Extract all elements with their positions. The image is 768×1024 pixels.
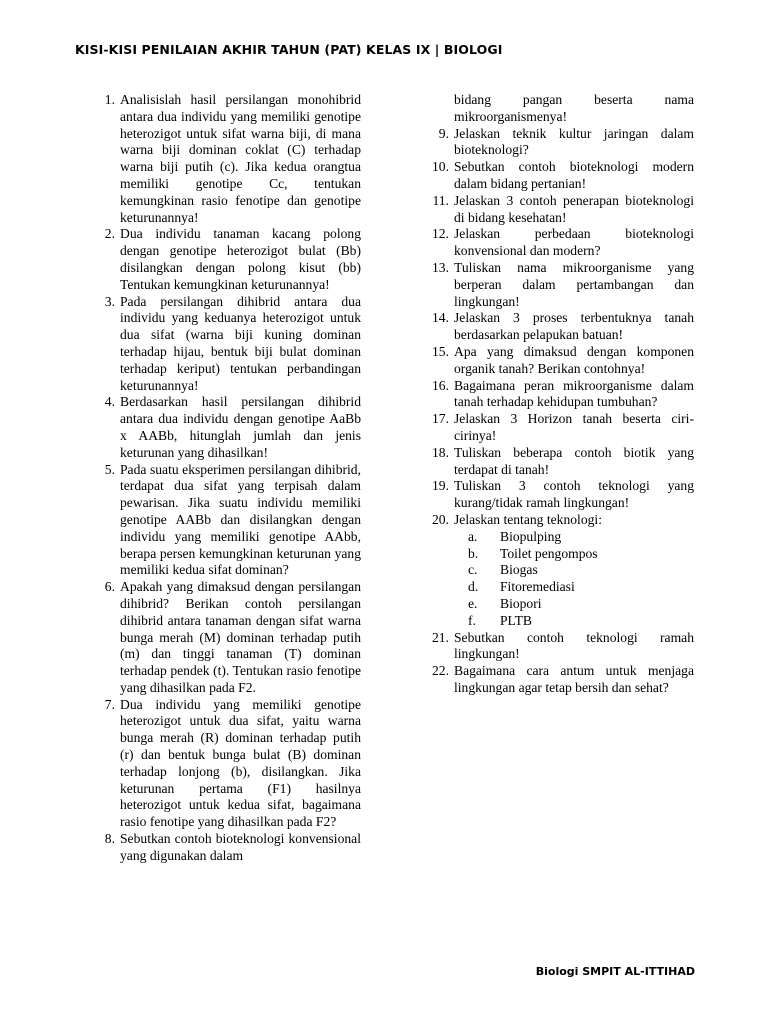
left-column [88, 92, 361, 865]
question-number: 11. [432, 192, 449, 208]
question-list-right [422, 126, 694, 529]
sub-item-letter: f. [468, 612, 476, 628]
question-text: Dua individu tanaman kacang polong dengan genotipe heterozigot bulat (Bb) disilangkan dengan polong kisut (bb) Tentukan kemungkinan keturunannya! [120, 226, 361, 292]
question-number: 13. [432, 259, 449, 275]
question-item [422, 260, 694, 310]
question-list-right-end [422, 630, 694, 697]
question-number: 2. [104, 226, 115, 242]
sub-item [422, 529, 694, 546]
question-number: 21. [432, 629, 449, 645]
right-column [422, 92, 694, 697]
question-item [88, 579, 361, 697]
question-text: Apa yang dimaksud dengan komponen organik tanah? Berikan contohnya! [454, 343, 694, 376]
question-item [88, 831, 361, 865]
sub-item-text: Biopulping [500, 528, 562, 544]
question-text: Tuliskan beberapa contoh biotik yang terdapat di tanah! [454, 444, 694, 477]
question-text: Jelaskan perbedaan bioteknologi konvensional dan modern? [454, 226, 694, 259]
page-title: KISI-KISI PENILAIAN AKHIR TAHUN (PAT) KELAS IX | BIOLOGI [75, 42, 503, 57]
question-number: 1. [104, 92, 115, 107]
question-number: 14. [432, 310, 449, 326]
question-number: 19. [432, 478, 449, 494]
question-item [422, 445, 694, 479]
question-text: Bagaimana peran mikroorganisme dalam tanah terhadap kehidupan tumbuhan? [454, 377, 694, 410]
sub-item-letter: c. [468, 562, 478, 578]
question-item [88, 394, 361, 461]
question-text: Sebutkan contoh bioteknologi modern dalam bidang pertanian! [454, 159, 694, 191]
question-text: Sebutkan contoh teknologi ramah lingkungan! [454, 629, 694, 662]
question-number: 17. [432, 411, 449, 427]
sub-item-text: Biogas [500, 562, 538, 578]
question-item [422, 478, 694, 512]
question-text: Dua individu yang memiliki genotipe heterozigot untuk dua sifat, yaitu warna bunga merah (R) dominan terhadap putih (r) dan bentuk bunga bulat (B) dominan terhadap lonjong (b), disilangkan. Jika keturunan pertama (F1) hasilnya heterozigot untuk kedua sifat, bagaimana rasio fenotipe yang dihasilkan pada F2? [120, 696, 361, 830]
question-text: Jelaskan tentang teknologi: [454, 511, 602, 527]
sub-item-text: Fitoremediasi [500, 579, 575, 595]
question-number: 7. [104, 696, 115, 712]
question-item [88, 697, 361, 831]
sub-item-text: PLTB [500, 612, 532, 628]
question-number: 12. [432, 226, 449, 242]
sub-item-text: Toilet pengompos [500, 545, 598, 561]
question-text: Pada suatu eksperimen persilangan dihibrid, terdapat dua sifat yang terpisah dalam pewarisan. Jika suatu individu memiliki genotipe AABb dan disilangkan dengan individu yang memiliki genotipe AAbb, berapa persen kemungkinan keturunan yang memiliki kedua sifat dominan? [120, 461, 361, 578]
sub-item-text: Biopori [500, 595, 542, 611]
question-text: Tuliskan 3 contoh teknologi yang kurang/tidak ramah lingkungan! [454, 478, 694, 511]
question-number: 10. [432, 159, 449, 175]
question-text: Berdasarkan hasil persilangan dihibrid antara dua individu dengan genotipe AaBb x AABb, hitunglah jumlah dan jenis keturunan yang dihasilkan! [120, 394, 361, 460]
question-item [422, 512, 694, 529]
question-continuation: bidang pangan beserta nama mikroorganismenya! [454, 92, 694, 124]
question-text: Jelaskan teknik kultur jaringan dalam bioteknologi? [454, 125, 694, 158]
question-text: Bagaimana cara antum untuk menjaga lingkungan agar tetap bersih dan sehat? [454, 663, 694, 695]
sub-item-letter: a. [468, 528, 478, 544]
question-number: 8. [104, 831, 115, 847]
question-number: 20. [432, 511, 449, 527]
question-number: 15. [432, 343, 449, 359]
question-item [88, 294, 361, 395]
question-text: Analisislah hasil persilangan monohibrid antara dua individu yang memiliki genotipe heterozigot untuk sifat warna biji, di mana warna biji dominan coklat (C) terhadap warna biji putih (c). Jika kedua orangtua memiliki genotipe Cc, tentukan kemungkinan rasio fenotipe dan genotipe keturunannya! [120, 92, 361, 225]
question-text: Jelaskan 3 Horizon tanah beserta ciri-cirinya! [454, 411, 694, 443]
question-text: Jelaskan 3 contoh penerapan bioteknologi di bidang kesehatan! [454, 192, 694, 225]
question-item [88, 462, 361, 580]
question-text: Tuliskan nama mikroorganisme yang berperan dalam pertambangan dan lingkungan! [454, 259, 694, 309]
question-text: Apakah yang dimaksud dengan persilangan dihibrid? Berikan contoh persilangan dihibrid antara tanaman dengan sifat warna bunga merah (M) dominan terhadap putih (m) dan tinggi tanaman (T) dominan terhadap pendek (t). Tentukan rasio fenotipe yang dihasilkan pada F2. [120, 579, 361, 695]
question-number: 3. [104, 293, 115, 309]
sub-item-letter: d. [468, 579, 479, 595]
question-item [422, 159, 694, 193]
question-number: 18. [432, 444, 449, 460]
question-item [422, 310, 694, 344]
sub-item [422, 546, 694, 563]
question-number: 16. [432, 377, 449, 393]
question-text: Jelaskan 3 proses terbentuknya tanah berdasarkan pelapukan batuan! [454, 310, 694, 343]
sub-item-letter: b. [468, 545, 479, 561]
question-number: 9. [438, 125, 449, 141]
question-item [422, 344, 694, 378]
question-item [422, 630, 694, 664]
question-item [422, 193, 694, 227]
question-item [422, 126, 694, 160]
sub-item [422, 596, 694, 613]
question-item [422, 226, 694, 260]
question-number: 4. [104, 394, 115, 410]
footer-text: Biologi SMPIT AL-ITTIHAD [535, 965, 695, 978]
question-text: Pada persilangan dihibrid antara dua individu yang keduanya heterozigot untuk dua sifat (warna biji kuning dominan terhadap hijau, bentuk biji bulat dominan terhadap keriput) tentukan perbandingan keturunannya! [120, 293, 361, 393]
sub-item-list [422, 529, 694, 630]
question-item [88, 226, 361, 293]
question-number: 22. [432, 663, 449, 679]
sub-item-letter: e. [468, 595, 478, 611]
question-number: 5. [104, 461, 115, 477]
sub-item [422, 562, 694, 579]
question-item [422, 411, 694, 445]
question-item [88, 92, 361, 226]
sub-item [422, 579, 694, 596]
question-list-left [88, 92, 361, 865]
question-text: Sebutkan contoh bioteknologi konvensional yang digunakan dalam [120, 831, 361, 863]
sub-item [422, 613, 694, 630]
question-item [422, 378, 694, 412]
question-number: 6. [104, 579, 115, 595]
question-item [422, 663, 694, 697]
